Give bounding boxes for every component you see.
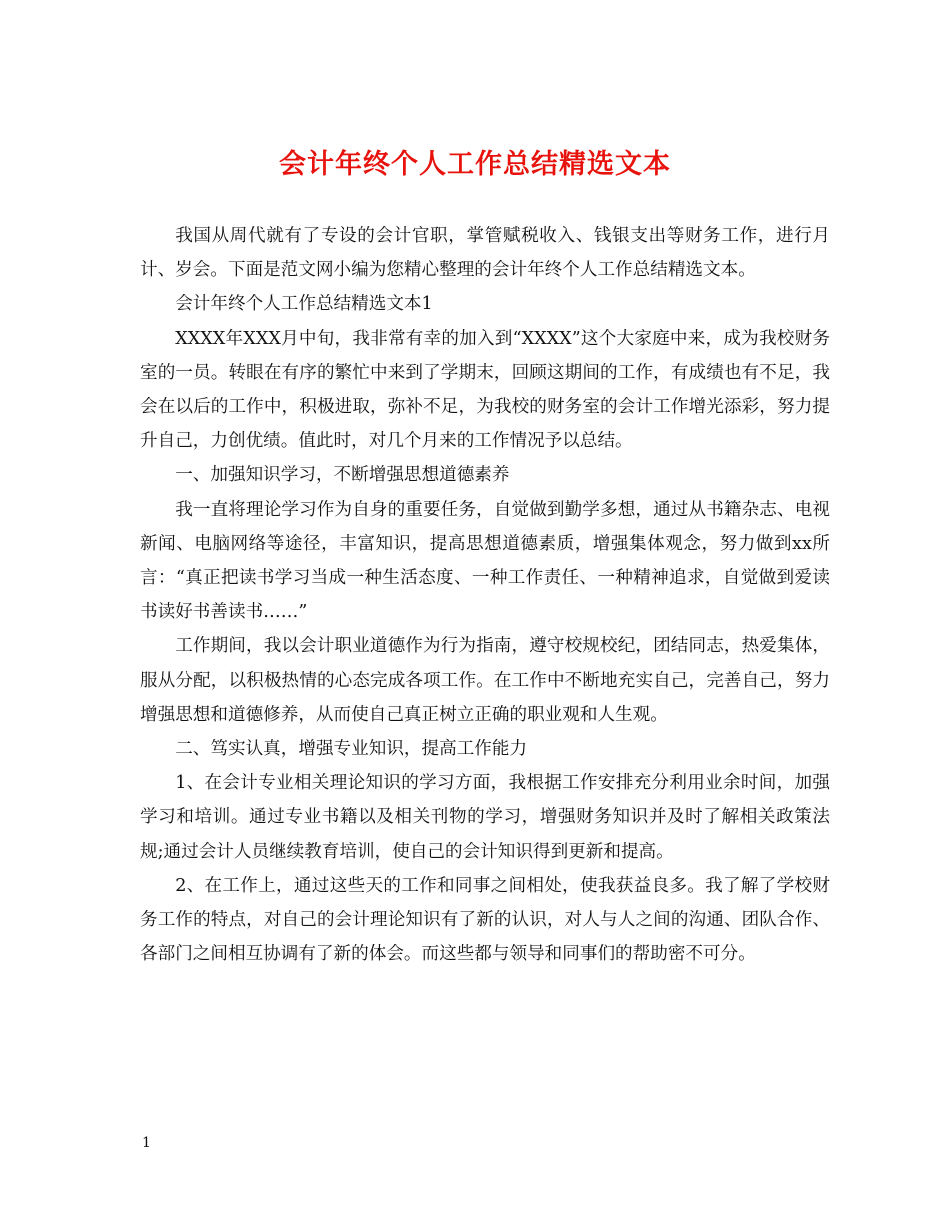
page-number: 1 — [142, 1135, 151, 1151]
body-paragraph: 我一直将理论学习作为自身的重要任务，自觉做到勤学多想，通过从书籍杂志、电视新闻、电脑网络等途径，丰富知识，提高思想道德素质，增强集体观念，努力做到xx所言：“真正把读书学习当成一种生活态度、一种工作责任、一种精神追求，自觉做到爱读书读好书善读书……” — [140, 499, 830, 623]
section-heading-two: 二、笃实认真，增强专业知识，提高工作能力 — [175, 739, 528, 760]
document-body — [140, 219, 830, 971]
intro-paragraph: 我国从周代就有了专设的会计官职，掌管赋税收入、钱银支出等财务工作，进行月计、岁会。下面是范文网小编为您精心整理的会计年终个人工作总结精选文本。 — [140, 226, 830, 281]
body-paragraph: XXXX年XXX月中旬，我非常有幸的加入到“XXXX”这个大家庭中来，成为我校财务室的一员。转眼在有序的繁忙中来到了学期末，回顾这期间的工作，有成绩也有不足，我会在以后的工作中，积极进取，弥补不足，为我校的财务室的会计工作增光添彩，努力提升自己，力创优绩。值此时，对几个月来的工作情况予以总结。 — [140, 328, 830, 452]
document-title: 会计年终个人工作总结精选文本 — [279, 149, 671, 180]
body-paragraph: 1、在会计专业相关理论知识的学习方面，我根据工作安排充分利用业余时间，加强学习和培训。通过专业书籍以及相关刊物的学习，增强财务知识并及时了解相关政策法规;通过会计人员继续教育培训，使自己的会计知识得到更新和提高。 — [140, 773, 830, 862]
body-paragraph: 2、在工作上，通过这些天的工作和同事之间相处，使我获益良多。我了解了学校财务工作的特点，对自己的会计理论知识有了新的认识，对人与人之间的沟通、团队合作、各部门之间相互协调有了新的体会。而这些都与领导和同事们的帮助密不可分。 — [140, 875, 830, 965]
section-heading-text-1: 会计年终个人工作总结精选文本1 — [175, 294, 433, 315]
section-heading-one: 一、加强知识学习，不断增强思想道德素养 — [175, 465, 510, 486]
body-paragraph: 工作期间，我以会计职业道德作为行为指南，遵守校规校纪，团结同志，热爱集体，服从分配，以积极热情的心态完成各项工作。在工作中不断地充实自己，完善自己，努力增强思想和道德修养，从而使自己真正树立正确的职业观和人生观。 — [140, 636, 830, 725]
